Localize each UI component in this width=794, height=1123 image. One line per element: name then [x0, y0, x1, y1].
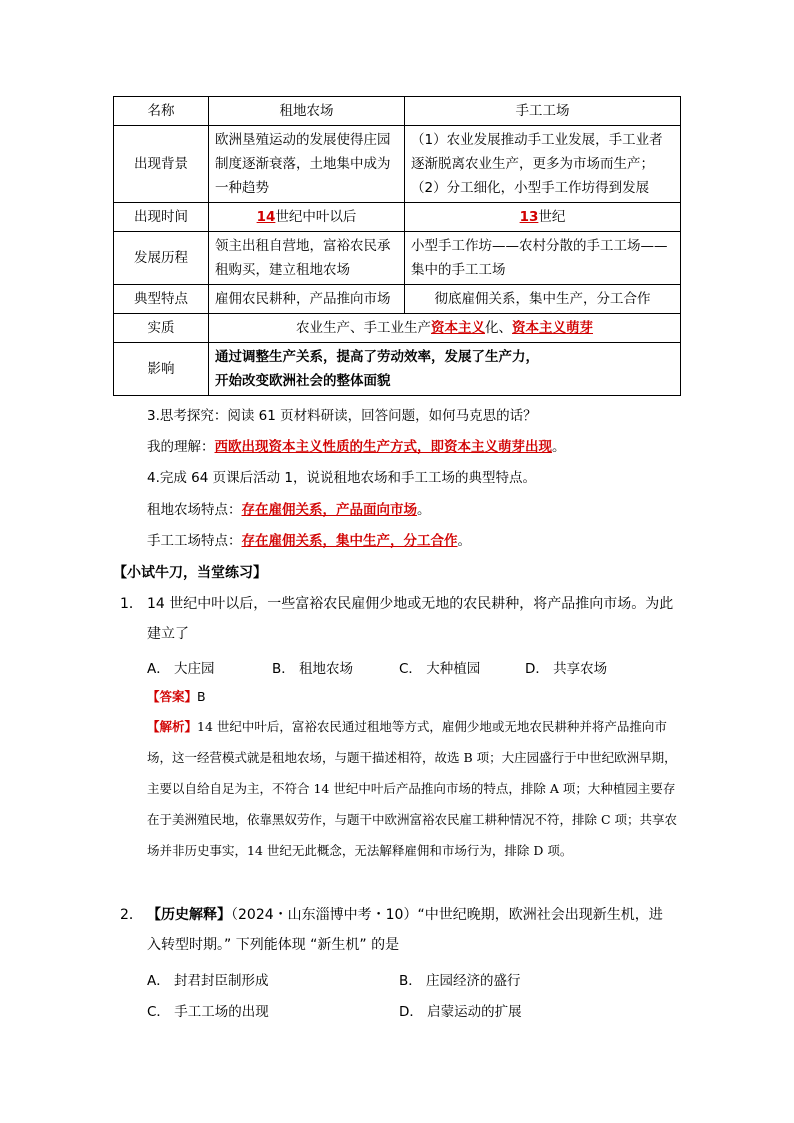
question-3: 3.思考探究：阅读 61 页材料研读，回答问题，如何马克思的话？: [147, 408, 537, 424]
cell-farm: 欧洲垦殖运动的发展使得庄园制度逐渐衰落，土地集中成为一种趋势: [209, 126, 405, 203]
workshop-feature-answer: 存在雇佣关系，集中生产，分工合作: [241, 533, 458, 549]
answer-tag: 【答案】: [147, 689, 198, 704]
q2-number: 2．: [120, 907, 143, 923]
farm-century: 14: [256, 209, 276, 225]
question-4: 4.完成 64 页课后活动 1，说说租地农场和手工工场的典型特点。: [147, 470, 537, 486]
row-label: 实质: [114, 314, 209, 343]
answer-value: B: [197, 689, 206, 704]
row-label: 出现背景: [114, 126, 209, 203]
table-row: [114, 203, 681, 232]
header-farm: 租地农场: [209, 97, 405, 126]
workshop-point-2: （2）分工细化，小型手工作坊得到发展: [411, 180, 650, 196]
q2-stem-text: （2024・山东淄博中考・10）“中世纪晚期，欧洲社会出现新生机，进: [231, 907, 663, 923]
analysis-tag: 【解析】: [147, 719, 198, 734]
cell-farm: 领主出租自营地，富裕农民承租购买，建立租地农场: [209, 232, 405, 285]
q1-option-b[interactable]: B． 租地农场: [272, 661, 354, 677]
farm-feature-line: [147, 500, 431, 520]
q2-stem-line-2: 入转型时期。” 下列能体现 “新生机” 的是: [147, 937, 400, 953]
table-row: [114, 285, 681, 314]
header-workshop: 手工工场: [405, 97, 681, 126]
q1-number: 1．: [120, 596, 143, 612]
cell-farm: 雇佣农民耕种，产品推向市场: [209, 285, 405, 314]
table-header-row: [114, 97, 681, 126]
q2-stem-line-1: [147, 905, 663, 925]
table-row: [114, 126, 681, 203]
q1-stem-line-2: 建立了: [147, 626, 189, 642]
cell-workshop: 彻底雇佣关系，集中生产，分工合作: [405, 285, 681, 314]
essence-red-2: 资本主义萌芽: [512, 320, 593, 336]
impact-line-1: 通过调整生产关系，提高了劳动效率，发展了生产力，: [215, 349, 539, 365]
q1-answer-line: [147, 687, 206, 707]
cell-impact: [209, 343, 681, 396]
understanding-line: [147, 437, 566, 457]
q1-option-c[interactable]: C． 大种植园: [399, 661, 481, 677]
cell-workshop: [405, 203, 681, 232]
row-label: 发展历程: [114, 232, 209, 285]
row-label: 典型特点: [114, 285, 209, 314]
table-row: [114, 343, 681, 396]
workshop-point-1: （1）农业发展推动手工业发展，手工业者逐渐脱离农业生产，更多为市场而生产；: [411, 132, 663, 172]
q1-stem-line-1: 14 世纪中叶以后，一些富裕农民雇佣少地或无地的农民耕种，将产品推向市场。为此: [147, 596, 674, 612]
row-label: 影响: [114, 343, 209, 396]
analysis-text: 14 世纪中叶后，富裕农民通过租地等方式，雇佣少地或无地农民耕种并将产品推向市场，这一经营模式就是租地农场，与题干描述相符，故选 B 项；大庄园盛行于中世纪欧洲早期，主要以自给自足为主，不符合 14 世纪中叶后产品推向市场的特点，排除 A 项；大种植园主要存在于美洲殖民地，依靠黑奴劳作，与题干中欧洲富裕农民雇工耕种情况不符，排除 C 项；共享农场并非历史事实，14 世纪无此概念，无法解释雇佣和市场行为，排除 D 项。: [147, 719, 678, 858]
table-row: [114, 314, 681, 343]
essence-red-1: 资本主义: [431, 320, 485, 336]
cell-workshop: 小型手工作坊——农村分散的手工工场——集中的手工工场: [405, 232, 681, 285]
understanding-answer: 西欧出现资本主义性质的生产方式，即资本主义萌芽出现: [214, 439, 552, 455]
workshop-feature-label: 手工工场特点：: [147, 533, 242, 549]
workshop-feature-line: [147, 531, 471, 551]
q2-option-d[interactable]: D． 启蒙运动的扩展: [399, 1004, 522, 1020]
farm-feature-answer: 存在雇佣关系，产品面向市场: [241, 502, 417, 518]
farm-feature-label: 租地农场特点：: [147, 502, 242, 518]
farm-century-rest: 世纪中叶以后: [275, 209, 357, 225]
table-row: [114, 232, 681, 285]
understanding-end: 。: [552, 439, 566, 455]
workshop-century-rest: 世纪: [538, 209, 566, 225]
understanding-label: 我的理解：: [147, 439, 215, 455]
impact-line-2: 开始改变欧洲社会的整体面貌: [215, 373, 391, 389]
comparison-table: [113, 96, 681, 396]
workshop-feature-end: 。: [457, 533, 471, 549]
q2-option-c[interactable]: C． 手工工场的出现: [147, 1004, 269, 1020]
q1-analysis: [147, 711, 677, 866]
q1-option-d[interactable]: D． 共享农场: [525, 661, 608, 677]
q1-option-a[interactable]: A． 大庄园: [147, 661, 215, 677]
q2-option-a[interactable]: A． 封君封臣制形成: [147, 973, 269, 989]
essence-pre: 农业生产、手工业生产: [296, 320, 431, 336]
practice-title: 【小试牛刀，当堂练习】: [113, 565, 267, 581]
row-label: 出现时间: [114, 203, 209, 232]
cell-essence: [209, 314, 681, 343]
q2-option-b[interactable]: B． 庄园经济的盛行: [399, 973, 521, 989]
farm-feature-end: 。: [417, 502, 431, 518]
q2-tag: 【历史解释】: [147, 907, 231, 923]
cell-farm: [209, 203, 405, 232]
essence-mid: 化、: [485, 320, 512, 336]
header-name: 名称: [114, 97, 209, 126]
cell-workshop: [405, 126, 681, 203]
workshop-century: 13: [519, 209, 539, 225]
